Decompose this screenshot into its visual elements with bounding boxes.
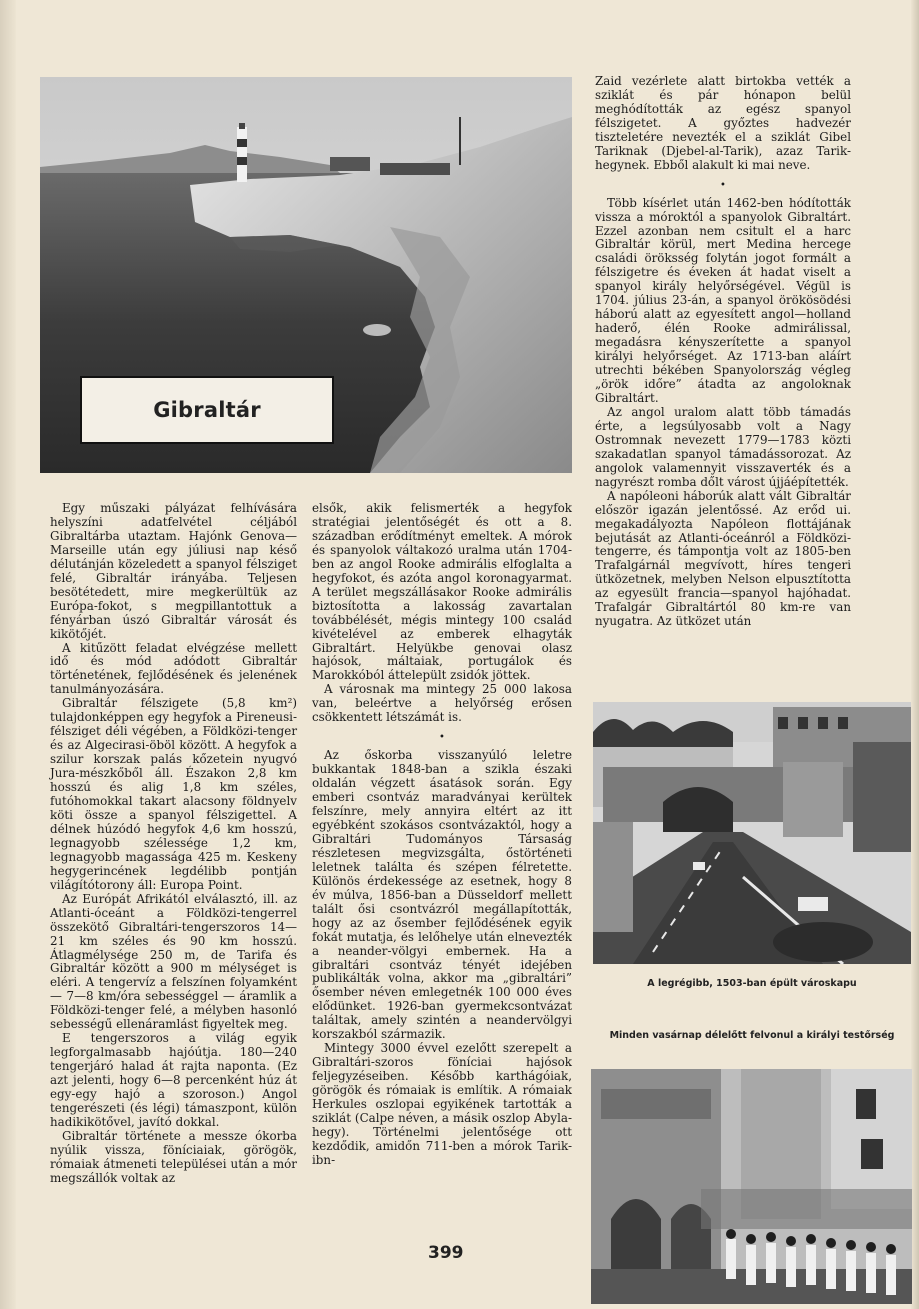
paragraph: Egy műszaki pályázat felhívására helyszíni adatfelvétel céljából Gibraltárba utaztam. Hajónk Genova—Marseille után egy júliusi nap késő délutánján közeledett a spanyol félsziget felé, Gibraltár irányába. Teljesen besötétedett, mire megkerültük az Európa-fokot, s megpillantottuk a fényárban úszó Gibraltár városát és kikötőjét. <box>50 501 297 641</box>
paragraph: Zaid vezérlete alatt birtokba vették a sziklát és pár hónapon belül meghódították az egész spanyol félszigetet. A győztes hadvezér tiszteletére nevezték el a sziklát Gibel Tariknak (Djebel-al-Tarik), azaz Tarik-hegynek. Ebből alakult ki mai neve. <box>595 74 851 172</box>
photo-royal-guard-parade <box>591 1069 912 1304</box>
paragraph: A kitűzött feladat elvégzése mellett idő és mód adódott Gibraltár történetének, fejlődésének és jelenének tanulmányozására. <box>50 640 297 697</box>
title-box <box>80 376 334 444</box>
paragraph: Az Európát Afrikától elválasztó, ill. az Atlanti-óceánt a Földközi-tengerrel összekötő Gibraltári-tengerszoros 14—21 km széles és 90 km hosszú. Átlagmélysége 250 m, de Tarifa és Gibraltár között a 900 m mélységet is eléri. A tengervíz a felszínen folyamként — 7—8 km/óra sebességgel — áramlik a Földközi-tenger felé, a mélyben hasonló sebességű ellenáramlást figyeltek meg. <box>50 891 297 1032</box>
page-binding-edge <box>0 0 16 1309</box>
paragraph: Mintegy 3000 évvel ezelőtt szerepelt a Gibraltári-szoros föníciai hajósok feljegyzéseiben. Később karthágóiak, görögök és rómaiak is említik. A rómaiak Herkules oszlopai egyikének tartották a sziklát (Calpe néven, a másik oszlop Abyla-hegy). Történelmi jelentősége ott kezdődik, amidőn 711-ben a mórok Tarik-ibn- <box>312 1041 572 1167</box>
paragraph: E tengerszoros a világ egyik legforgalmasabb hajóútja. 180—240 tengerjáró halad át rajta naponta. (Ez azt jelenti, hogy 6—8 percenként húz át egy-egy hajó a szoroson.) Angol tengerészeti (és légi) támaszpont, külön hadikikötővel, javító dokkal. <box>50 1031 297 1129</box>
paragraph: A napóleoni háborúk alatt vált Gibraltár először igazán jelentőssé. Az erőd ui. megakadályozta Napóleon flottájának bejutását az Atlanti-óceánról a Földközi-tengerre, és támpontja volt az 1805-ben Trafalgárnál megvívott, híres tengeri ütközetnek, melyben Nelson elpusztította az egyesült francia—spanyol hajóhadat. Trafalgár Gibraltártól 80 km-re van nyugatra. Az ütközet után <box>595 488 851 629</box>
text-column-2 <box>312 502 572 1168</box>
page-right-edge <box>911 0 919 1309</box>
paragraph: Az őskorba visszanyúló leletre bukkantak 1848-ban a szikla északi oldalán végzett ásatások során. Egy emberi csontváz maradványai kerültek felszínre, mely annyira eltért az itt egyébként szokásos csontvázaktól, hogy a Gibraltári Tudományos Társaság részletesen megvizsgálta, őstörténeti leletnek találta és szépen félretette. Különös érdekessége az esetnek, hogy 8 év múlva, 1856-ban a Düsseldorf mellett talált ősi csontvázról megállapították, hogy az az ősember fejlődésének egyik fokát mutatja, és lelőhelye után elnevezték a neander-völgyi embernek. Ha a gibraltári csontváz tényét idejében publikálták volna, akkor ma „gibraltári” ősember néven emlegetnék 100 000 éves elődünket. 1926-ban gyermekcsontvázat találtak, amely szintén a neandervölgyi korszakból származik. <box>312 748 572 1042</box>
paragraph: A városnak ma mintegy 25 000 lakosa van, beleértve a helyőrség erősen csökkentett létszámát is. <box>312 682 572 725</box>
caption-royal-guard: Minden vasárnap délelőtt felvonul a királyi testőrség <box>609 1030 895 1041</box>
text-column-3 <box>595 75 851 629</box>
page-number: 399 <box>428 1243 464 1263</box>
section-separator: • <box>439 732 445 744</box>
paragraph: Gibraltár félszigete (5,8 km²) tulajdonképpen egy hegyfok a Pireneusi-félsziget déli végében, a Földközi-tenger és az Algecirasi-öböl között. A hegyfok a szilur korszak palás kőzetein nyugvó Jura-mészkőből áll. Északon 2,8 km hosszú és alig 1,8 km széles, futóhomokkal takart alacsony földnyelv köti össze a spanyol félszigettel. A délnek húzódó hegyfok 4,6 km hosszú, legnagyobb szélessége 1,2 km, legnagyobb magassága 425 m. Keskeny hegygerincének legdélibb pontján világítótorony áll: Europa Point. <box>50 696 297 892</box>
paragraph: elsők, akik felismerték a hegyfok stratégiai jelentőségét és ott a 8. században erődítményt emeltek. A mórok és spanyolok váltakozó uralma után 1704-ben az angol Rooke admirális elfoglalta a hegyfokot, és azóta angol koronagyarmat. A terület megszállásakor Rooke admirális biztosította a lakosság zavartalan továbbélését, mégis mintegy 100 család kivételével az emberek elhagyták Gibraltárt. Helyükbe genovai olasz hajósok, máltaiak, portugálok és Marokkóból áttelepült zsidók jöttek. <box>312 501 572 683</box>
article-title: Gibraltár <box>153 398 261 422</box>
paragraph: Az angol uralom alatt több támadás érte, a legsúlyosabb volt a Nagy Ostromnak nevezett 1779—1783 közti szakadatlan spanyol támadássorozat. Az angolok valamennyit visszaverték és a nagyrészt romba dőlt várost újjáépítették. <box>595 404 851 489</box>
text-column-1 <box>50 502 297 1186</box>
section-separator: • <box>720 179 726 191</box>
caption-city-gate: A legrégibb, 1503-ban épült városkapu <box>647 978 857 989</box>
photo-city-gate <box>593 702 911 964</box>
paragraph: Gibraltár története a messze ókorba nyúlik vissza, föníciaiak, görögök, rómaiak átmeneti települései után a mór megszállók voltak az <box>50 1128 297 1185</box>
paragraph: Több kísérlet után 1462-ben hódították vissza a móroktól a spanyolok Gibraltárt. Ezzel azonban nem csitult el a harc Gibraltár körül, mert Medina hercege családi öröksség folytán jogot formált a félszigetre és éveken át hadat viselt a spanyol király helyőrségével. Végül is 1704. július 23-án, a spanyol örökösödési háború alatt az egyesített angol—holland haderő, élén Rooke admirálissal, megadásra kényszerítette a spanyol királyi helyőrséget. Az 1713-ban aláírt utrechti békében Spanyolország végleg „örök időre” átadta az angoloknak Gibraltárt. <box>595 195 851 405</box>
